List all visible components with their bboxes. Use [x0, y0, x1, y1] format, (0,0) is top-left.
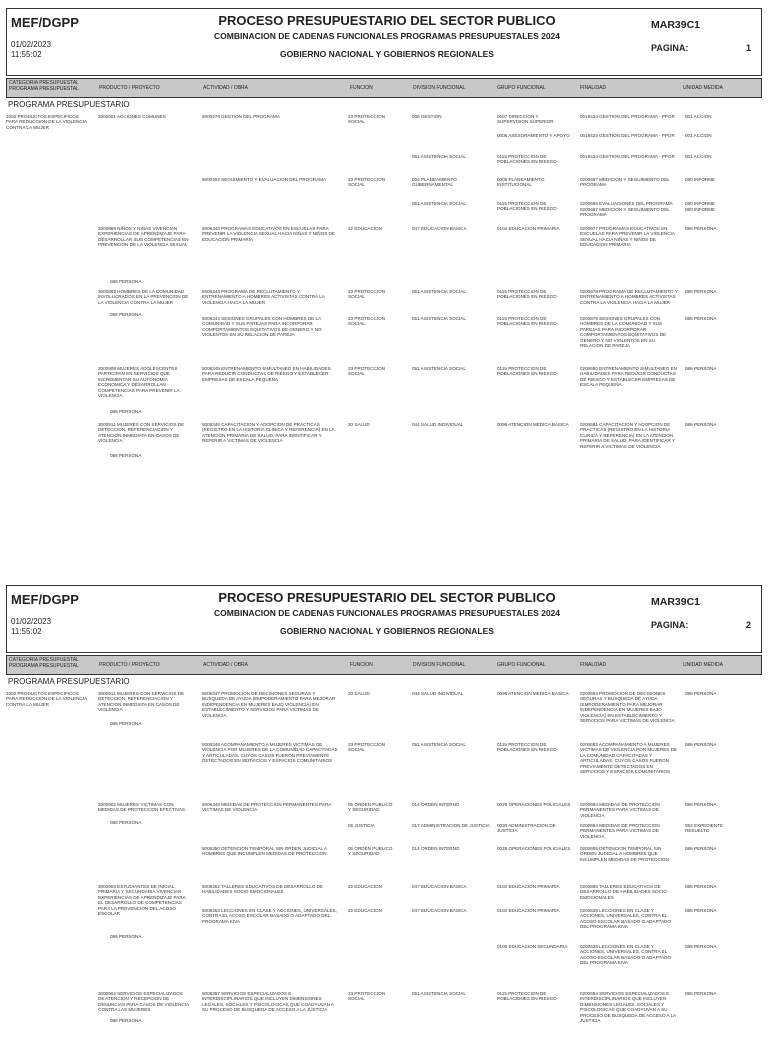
row-cell: 23 PROTECCION SOCIAL [348, 289, 386, 300]
report-time: 11:55:02 [11, 50, 42, 59]
page-number: 1 [745, 43, 751, 53]
col-division: DIVISION FUNCIONAL [413, 662, 466, 668]
row-cell: 086 PERSONA [685, 691, 717, 696]
report-page-2 [0, 585, 768, 1046]
row-cell: 086 PERSONA [685, 289, 717, 294]
row-cell: 23 PROTECCION SOCIAL [348, 114, 386, 125]
row-cell: 047 EDUCACION BASICA [412, 884, 467, 889]
org-name: MEF/DGPP [11, 15, 79, 30]
report-code: MAR39C1 [651, 19, 701, 31]
row-cell: 0200638 LECCIONES EN CLASE Y ACCIONES, UNIVERSALES, CONTRA EL ACOSO ESCOLAR BASADO O ADAPTADO DEL PROGRAMA KIVA [580, 944, 672, 966]
row-cell: 3000904 SERVICIOS ESPECIALIZADOS DE ATENCION Y RECEPCION DE DENUNCIAS PARA CASOS DE VIOLENCIA CONTRA LAS MUJERES [98, 991, 189, 1013]
row-cell: 0200669 EVALUACIONES DEL PROGRAMA [580, 201, 673, 206]
row-cell: 5006352 TALLERES EDUCATIVOS DE DESARROLLO DE HABILIDADES SOCIO EMOCIONALES [202, 884, 324, 895]
row-cell: 5000276 GESTION DEL PROGRAMA [202, 114, 280, 119]
row-cell: 0028 OPERACIONES POLICIALES [497, 802, 571, 807]
row-cell: 001 ACCION [685, 133, 712, 138]
page-number: 2 [745, 620, 751, 630]
row-cell: 5006344 SESIONES GRUPALES CON HOMBRES DE LA COMUNIDAD Y SUS PAREJAS PARA INCORPORAR COMPORTAMIENTOS EQUITATIVOS DE GENERO Y NO VIOLENTOS EN SU RELACION DE PAREJA [202, 316, 322, 338]
section-title: PROGRAMA PRESUPUESTARIO [8, 100, 130, 109]
row-cell: 004 PLANEAMIENTO GUBERNAMENTAL [412, 177, 457, 188]
report-page-1 [0, 8, 768, 469]
row-cell: 0028 OPERACIONES POLICIALES [497, 846, 571, 851]
col-actividad: ACTIVIDAD / OBRA [203, 85, 249, 91]
column-header-bar [6, 78, 762, 98]
row-cell: 0200694 SERVICIOS ESPECIALIZADOS E INTERDISCIPLINARIOS QUE INCLUYEN DIMENSIONES LEGALES, SOCIALES Y PSICOLOGICAS QUE COADYUVAN A SU PROCESO DE BUSQUEDA DE ACCESO A LA JUSTICIA [580, 991, 676, 1024]
row-cell: 0200677 PROGRAMAS EDUCATIVOS EN ESCUELAS PARA PREVENIR LA VIOLENCIA SEXUAL HACIA NIÑAS Y NIÑOS DE EDUCACION PRIMARIA [580, 226, 675, 248]
row-cell: 3000911 MUJERES CON SERVICIOS DE DETECCION, REFERENCIACION Y ATENCION INMEDIATA EN CASOS DE VIOLENCIA [98, 422, 185, 444]
row-cell: 086 PERSONA [110, 453, 142, 458]
report-title: PROCESO PRESUPUESTARIO DEL SECTOR PUBLICO [218, 13, 556, 28]
row-cell: 0200638 LECCIONES EN CLASE Y ACCIONES, UNIVERSALES, CONTRA EL ACOSO ESCOLAR BASADO O ADAPTADO DEL PROGRAMA KIVA [580, 908, 672, 930]
row-cell: 20 SALUD [348, 422, 370, 427]
row-cell: 051 ASISTENCIA SOCIAL [412, 289, 466, 294]
col-grupo: GRUPO FUNCIONAL [497, 662, 546, 668]
row-cell: 060 INFORME [685, 207, 716, 212]
col-programa: PROGRAMA PRESUPUESTAL [9, 663, 79, 669]
row-cell: 5000302 SEGUIMIENTO Y EVALUACION DEL PROGRAMA [202, 177, 327, 182]
row-cell: 3000902 MUJERES VICTIMAS CON MEDIDAS DE PROTECCION EFECTIVAS [98, 802, 185, 813]
row-cell: 06 JUSTICIA [348, 823, 375, 828]
row-cell: 051 ASISTENCIA SOCIAL [412, 991, 466, 996]
report-rows [0, 109, 768, 469]
row-cell: 086 PERSONA [685, 991, 717, 996]
row-cell: 086 PERSONA [685, 366, 717, 371]
row-cell: 0104 EDUCACION PRIMARIA [497, 884, 560, 889]
report-date: 01/02/2023 [11, 617, 52, 626]
row-cell: 0200667 MEDICION Y SEGUIMIENTO DEL PROGRAMA [580, 207, 670, 218]
col-unidad: UNIDAD MEDIDA [683, 662, 724, 668]
col-producto: PRODUCTO / PROYECTO [99, 85, 160, 91]
row-cell: 051 ASISTENCIA SOCIAL [412, 366, 466, 371]
row-cell: 014 ORDEN INTERNO [412, 802, 460, 807]
row-cell: 001 ACCION [685, 154, 712, 159]
report-date: 01/02/2023 [11, 40, 52, 49]
col-funcion: FUNCION [350, 85, 373, 91]
report-scope: GOBIERNO NACIONAL Y GOBIERNOS REGIONALES [280, 626, 494, 636]
row-cell: 0200678 PROGRAMA DE RECLUTAMIENTO Y ENTRENAMIENTO A HOMBRES ACTIVISTAS CONTRA LA VIOLENCIA HACIA LA MUJER [580, 289, 678, 305]
row-cell: 5006343 PROGRAMA DE RECLUTAMIENTO Y ENTRENAMIENTO A HOMBRES ACTIVISTAS CONTRA LA VIOLENCIA HACIA LA MUJER [202, 289, 325, 305]
org-name: MEF/DGPP [11, 592, 79, 607]
row-cell: 0096 ATENCION MEDICA BASICA [497, 691, 569, 696]
column-header-bar [6, 655, 762, 675]
row-cell: 23 PROTECCION SOCIAL [348, 177, 386, 188]
row-cell: 20 SALUD [348, 691, 370, 696]
row-cell: 0019434 GESTION DEL PROGRAMA - PPOR [580, 154, 675, 159]
row-cell: 051 ASISTENCIA SOCIAL [412, 154, 466, 159]
col-funcion: FUNCION [350, 662, 373, 668]
row-cell: 23 PROTECCION SOCIAL [348, 742, 386, 753]
row-cell: 0200681 CAPACITACION Y ADOPCION DE PRACTICAS (REGISTRO EN LA HISTORIA CLINICA Y REFERENCIA) EN LA ATENCION PRIMARIA DE SALUD, PARA IDENTIFICAR Y REFERIR A VICTIMAS DE VIOLENCIA [580, 422, 675, 449]
row-cell: 0200685 DETENCION TEMPORAL SIN ORDEN JUDICIAL A HOMBRES QUE INCUMPLEN MEDIDAS DE PROTECCION [580, 846, 669, 862]
page-label: PAGINA: [651, 620, 689, 630]
report-subtitle: COMBINACION DE CADENAS FUNCIONALES PROGRAMAS PRESUPUESTALES 2024 [213, 608, 561, 618]
row-cell: 0019434 GESTION DEL PROGRAMA - PPOR [580, 133, 675, 138]
row-cell: 051 ASISTENCIA SOCIAL [412, 742, 466, 747]
row-cell: 060 INFORME [685, 201, 716, 206]
row-cell: 006 GESTION [412, 114, 442, 119]
row-cell: 086 PERSONA [685, 884, 717, 889]
row-cell: 22 EDUCACION [348, 884, 382, 889]
row-cell: 086 PERSONA [110, 279, 142, 284]
row-cell: 5006350 DETENCION TEMPORAL SIN ORDEN JUDICIAL A HOMBRES QUE INCUMPLEN MEDIDAS DE PROTECCION [202, 846, 327, 857]
col-finalidad: FINALIDAD [580, 85, 607, 91]
row-cell: 0200679 SESIONES GRUPALES CON HOMBRES DE LA COMUNIDAD Y SUS PAREJAS PARA INCORPORAR COMPORTAMIENTOS EQUITATIVOS DE GENERO Y NO VIOLENTOS EN SU RELACION DE PAREJA [580, 316, 667, 349]
row-cell: 0200680 ENTRENAMIENTO SIMULTANEO EN HABILIDADES PARA REDUCIR CONDUCTAS DE RIESGO Y ESTABLECER EMPRESAS DE ESCALA PEQUEÑA [580, 366, 678, 388]
row-cell: 0030 ADMINISTRACION DE JUSTICIA [497, 823, 556, 834]
row-cell: 5006346 CAPACITACION Y ADOPCION DE PRACTICAS (REGISTRO EN LA HISTORIA CLINICA Y REFERENCIA) EN LA ATENCION PRIMARIA DE SALUD, PARA IDENTIFICAR Y REFERIR A VICTIMAS DE VIOLENCIA [202, 422, 335, 444]
row-cell: 3000908 MUJERES ADOLESCENTES PARTICIPAN EN SERVICIOS QUE INCREMENTAN SU AUTONOMIA ECONOMICA Y DESARROLLAN COMPETENCIAS PARA PREVENIR LA VIOLENCIA [98, 366, 180, 399]
row-cell: 014 ORDEN INTERNO [412, 846, 460, 851]
row-cell: 3000911 MUJERES CON SERVICIOS DE DETECCION, REFERENCIACION Y ATENCION INMEDIATA EN CASOS DE VIOLENCIA [98, 691, 185, 713]
row-cell: 0096 ATENCION MEDICA BASICA [497, 422, 569, 427]
report-rows [0, 686, 768, 1046]
report-code: MAR39C1 [651, 596, 701, 608]
row-cell: 0005 PLANEAMIENTO INSTITUCIONAL [497, 177, 545, 188]
row-cell: 05 ORDEN PUBLICO Y SEGURIDAD [348, 846, 393, 857]
row-cell: 060 INFORME [685, 177, 716, 182]
page-label: PAGINA: [651, 43, 689, 53]
row-cell: 0115 PROTECCION DE POBLACIONES EN RIESGO [497, 742, 557, 753]
row-cell: 5006348 ACOMPAÑAMIENTO A MUJERES VICTIMAS DE VIOLENCIA POR MUJERES DE LA COMUNIDAD CAPACITADAS Y ARTICULADAS, CUYOS CASOS FUERON PREVIAMENTE DETECTADOS EN SERVICIOS Y ESPACIOS COMUNITARIOS [202, 742, 338, 764]
col-categoria: CATEGORIA PRESUPUESTAL [9, 657, 79, 663]
row-cell: 23 PROTECCION SOCIAL [348, 366, 386, 377]
row-cell: 086 PERSONA [685, 802, 717, 807]
row-cell: 086 PERSONA [110, 721, 142, 726]
row-cell: 0115 PROTECCION DE POBLACIONES EN RIESGO [497, 289, 557, 300]
row-cell: 0200684 MEDIDAS DE PROTECCION PERMANENTES PARA VICTIMAS DE VIOLENCIA [580, 823, 660, 839]
row-cell: 086 PERSONA [110, 1018, 142, 1023]
row-cell: 051 ASISTENCIA SOCIAL [412, 316, 466, 321]
row-cell: 047 EDUCACION BASICA [412, 908, 467, 913]
col-division: DIVISION FUNCIONAL [413, 85, 466, 91]
row-cell: 0200682 PROMOCION DE DECISIONES SEGURAS Y BUSQUEDA DE AYUDA (EMPODERAMIENTO PARA MEJORAR INDEPENDENCIA EN MUJERES BAJO VIOLENCIA) EN ESTABLECIMIENTO Y SERVICIOS PARA VICTIMAS DE VIOLENCIA [580, 691, 675, 724]
row-cell: 086 PERSONA [685, 944, 717, 949]
row-cell: 051 ASISTENCIA SOCIAL [412, 201, 466, 206]
row-cell: 5006349 MEDIDAS DE PROTECCION PERMANENTES PARA VICTIMAS DE VIOLENCIA [202, 802, 332, 813]
row-cell: 086 PERSONA [685, 908, 717, 913]
row-cell: 5006357 SERVICIOS ESPECIALIZADOS E INTERDISCIPLINARIOS QUE INCLUYEN DIMENSIONES LEGALES, SOCIALES Y PSICOLOGICAS QUE COADYUVAN A SU PROCESO DE BUSQUEDA DE ACCESO A LA JUSTICIA [202, 991, 334, 1013]
row-cell: 0008 ASESORAMIENTO Y APOYO [497, 133, 570, 138]
row-cell: 0200667 MEDICION Y SEGUIMIENTO DEL PROGRAMA [580, 177, 670, 188]
row-cell: 086 PERSONA [685, 316, 717, 321]
row-cell: 086 PERSONA [110, 934, 142, 939]
row-cell: 0104 EDUCACION PRIMARIA [497, 226, 560, 231]
row-cell: 22 EDUCACION [348, 908, 382, 913]
col-producto: PRODUCTO / PROYECTO [99, 662, 160, 668]
row-cell: 001 ACCION [685, 114, 712, 119]
row-cell: 23 PROTECCION SOCIAL [348, 991, 386, 1002]
row-cell: 0115 PROTECCION DE POBLACIONES EN RIESGO [497, 366, 557, 377]
row-cell: 5006353 LECCIONES EN CLASE Y ACCIONES, UNIVERSALES, CONTRA EL ACOSO ESCOLAR BASADO O ADAPTADO DEL PROGRAMA KIVA [202, 908, 337, 924]
row-cell: 3000868 NIÑOS Y NIÑAS VIVENCIAN EXPERIENCIAS DE APRENDIZAJE PARA DESARROLLAR SUS COMPETENCIAS EN PREVENCION DE LA VIOLENCIA SEXUAL [98, 226, 189, 248]
report-subtitle: COMBINACION DE CADENAS FUNCIONALES PROGRAMAS PRESUPUESTALES 2024 [213, 31, 561, 41]
row-cell: 047 EDUCACION BASICA [412, 226, 467, 231]
report-title: PROCESO PRESUPUESTARIO DEL SECTOR PUBLICO [218, 590, 556, 605]
row-cell: 5006345 ENTRENAMIENTO SIMULTANEO EN HABILIDADES PARA REDUCIR CONDUCTAS DE RIESGO Y ESTABLECER EMPRESAS DE ESCALA PEQUEÑA [202, 366, 331, 382]
row-cell: 5006343 PROGRAMAS EDUCATIVOS EN ESCUELAS PARA PREVENIR LA VIOLENCIA SEXUAL HACIA NIÑAS Y NIÑOS DE EDUCACION PRIMARIA [202, 226, 335, 242]
row-cell: 086 PERSONA [685, 846, 717, 851]
row-cell: 017 ADMINISTRACION DE JUSTICIA [412, 823, 490, 828]
col-grupo: GRUPO FUNCIONAL [497, 85, 546, 91]
report-time: 11:55:02 [11, 627, 42, 636]
row-cell: 3000869 HOMBRES DE LA COMUNIDAD INVOLUCRADOS EN LA PREVENCION DE LA VIOLENCIA CONTRA LA MUJER [98, 289, 189, 305]
row-cell: 5006347 PROMOCION DE DECISIONES SEGURAS Y BUSQUEDA DE AYUDA (EMPODERAMIENTO PARA MEJORAR INDEPENDENCIA EN MUJERES BAJO VIOLENCIA) EN ESTABLECIMIENTO Y SERVICIOS PARA VICTIMAS DE VIOLENCIA [202, 691, 336, 718]
row-cell: 086 PERSONA [110, 312, 142, 317]
col-programa: PROGRAMA PRESUPUESTAL [9, 86, 79, 92]
section-title: PROGRAMA PRESUPUESTARIO [8, 677, 130, 686]
row-cell: 0200684 MEDIDAS DE PROTECCION PERMANENTES PARA VICTIMAS DE VIOLENCIA [580, 802, 660, 818]
row-cell: 0105 EDUCACION SECUNDARIA [497, 944, 568, 949]
row-cell: 23 PROTECCION SOCIAL [348, 316, 386, 327]
row-cell: 0200683 ACOMPAÑAMIENTO A MUJERES VICTIMAS DE VIOLENCIA POR MUJERES DE LA COMUNIDAD CAPACITADAS Y ARTICULADAS, CUYOS CASOS FUERON PREVIAMENTE DETECTADOS EN SERVICIOS Y ESPACIOS COMUNITARIOS [580, 742, 677, 775]
row-cell: 086 PERSONA [685, 742, 717, 747]
row-cell: 1002 PRODUCTOS ESPECIFICOS PARA REDUCCION DE LA VIOLENCIA CONTRA LA MUJER [6, 691, 87, 707]
row-cell: 0115 PROTECCION DE POBLACIONES EN RIESGO [497, 154, 557, 165]
row-cell: 0115 PROTECCION DE POBLACIONES EN RIESGO [497, 201, 557, 212]
row-cell: 1002 PRODUCTOS ESPECIFICOS PARA REDUCCION DE LA VIOLENCIA CONTRA LA MUJER [6, 114, 87, 130]
col-unidad: UNIDAD MEDIDA [683, 85, 724, 91]
row-cell: 0104 EDUCACION PRIMARIA [497, 908, 560, 913]
row-cell: 044 SALUD INDIVIDUAL [412, 422, 464, 427]
row-cell: 0115 PROTECCION DE POBLACIONES EN RIESGO [497, 991, 557, 1002]
row-cell: 044 SALUD INDIVIDUAL [412, 691, 464, 696]
row-cell: 086 PERSONA [110, 820, 142, 825]
row-cell: 0200686 TALLERES EDUCATIVOS DE DESARROLLO DE HABILIDADES SOCIO EMOCIONALES [580, 884, 667, 900]
row-cell: 05 ORDEN PUBLICO Y SEGURIDAD [348, 802, 393, 813]
row-cell: 053 EXPEDIENTE RESUELTO [685, 823, 724, 834]
row-cell: 0019434 GESTION DEL PROGRAMA - PPOR [580, 114, 675, 119]
row-cell: 3000001 ACCIONES COMUNES [98, 114, 166, 119]
col-categoria: CATEGORIA PRESUPUESTAL [9, 80, 79, 86]
row-cell: 22 EDUCACION [348, 226, 382, 231]
row-cell: 0007 DIRECCION Y SUPERVISION SUPERIOR [497, 114, 554, 125]
col-finalidad: FINALIDAD [580, 662, 607, 668]
row-cell: 3000903 ESTUDIANTES DE INICIAL, PRIMARIA Y SECUNDARIA VIVENCIAN EXPERIENCIAS DE APRENDIZAJE PARA EL DESARROLLO DE COMPETENCIAS PARA LA PREVENCION DEL ACOSO ESCOLAR [98, 884, 186, 917]
row-cell: 086 PERSONA [685, 422, 717, 427]
report-header [6, 8, 762, 76]
col-actividad: ACTIVIDAD / OBRA [203, 662, 249, 668]
report-scope: GOBIERNO NACIONAL Y GOBIERNOS REGIONALES [280, 49, 494, 59]
row-cell: 086 PERSONA [685, 226, 717, 231]
row-cell: 0115 PROTECCION DE POBLACIONES EN RIESGO [497, 316, 557, 327]
row-cell: 086 PERSONA [110, 409, 142, 414]
report-header [6, 585, 762, 653]
